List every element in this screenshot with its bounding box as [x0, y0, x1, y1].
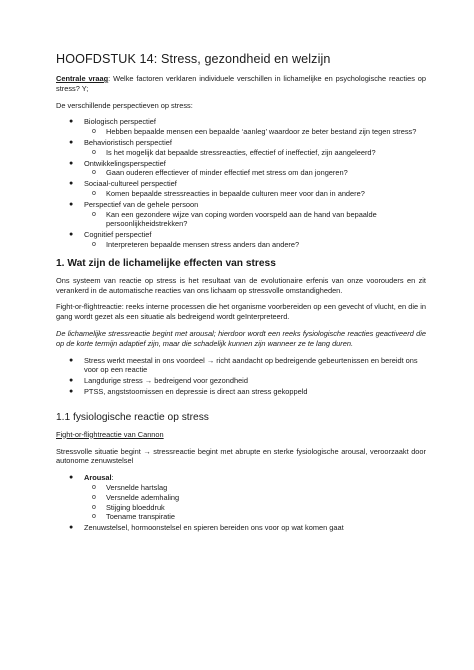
circle-bullet-icon: o — [92, 483, 96, 491]
circle-bullet-icon: o — [92, 210, 96, 218]
list-item — [56, 159, 426, 169]
paragraph: Ons systeem van reactie op stress is het resultaat van de evolutionaire erfenis van onze voorouders en zit verankerd in de automatische reacties van ons lichaam op stressvolle omstandigheden. — [56, 275, 426, 295]
list-item — [56, 503, 426, 513]
underlined-subheading: Fight-or-flightreactie van Cannon — [56, 429, 164, 439]
perspective-label: Perspectief van de gehele persoon — [84, 199, 199, 209]
arousal-item: Versnelde hartslag — [106, 482, 168, 492]
perspective-question: Hebben bepaalde mensen een bepaalde ‘aanleg’ waardoor ze beter bestand zijn tegen stress? — [106, 127, 417, 137]
section-heading: 1. Wat zijn de lichamelijke effecten van stress — [56, 257, 276, 269]
perspective-label: Behavioristisch perspectief — [84, 137, 172, 147]
list-item — [56, 376, 426, 386]
paragraph: Fight-or-flightreactie: reeks interne processen die het organisme voorbereiden op een gevecht of vlucht, en die in gang wordt gezet als een situatie als bedreigend wordt geïnterpreteerd. — [56, 302, 426, 322]
list-item — [56, 493, 426, 503]
list-item — [56, 240, 426, 250]
list-item — [56, 200, 426, 210]
list-item — [56, 117, 426, 127]
perspective-question: Interpreteren bepaalde mensen stress anders dan andere? — [106, 239, 300, 249]
list-item — [56, 473, 426, 483]
list-item — [56, 179, 426, 189]
perspective-question: Is het mogelijk dat bepaalde stressreacties, effectief of ineffectief, zijn aangeleerd? — [106, 147, 376, 157]
list-item — [56, 387, 426, 397]
central-question-text: : Welke factoren verklaren individuele verschillen in lichamelijke en psychologische reacties op stress? Y; — [56, 74, 426, 93]
bullet-icon: ● — [69, 200, 74, 208]
circle-bullet-icon: o — [92, 240, 96, 248]
document-page — [56, 52, 426, 539]
bullet-icon: ● — [69, 377, 74, 385]
circle-bullet-icon: o — [92, 169, 96, 177]
bullet-text: Zenuwstelsel, hormoonstelsel en spieren bereiden ons voor op wat komen gaat — [84, 523, 344, 533]
perspective-question: Kan een gezondere wijze van coping worden voorspeld aan de hand van bepaalde persoonlijkheidstrekken? — [106, 209, 377, 229]
list-item — [56, 512, 426, 522]
list-item — [56, 356, 426, 376]
circle-bullet-icon: o — [92, 128, 96, 136]
arousal-item: Stijging bloeddruk — [106, 502, 165, 512]
list-item — [56, 148, 426, 158]
bullet-icon: ● — [69, 387, 74, 395]
bullet-icon: ● — [69, 356, 74, 364]
list-item — [56, 127, 426, 137]
bullet-icon: ● — [69, 159, 74, 167]
perspective-label: Cognitief perspectief — [84, 230, 152, 240]
list-item — [56, 168, 426, 178]
paragraph: Stressvolle situatie begint → stressreactie begint met abrupte en sterke fysiologische arousal, veroorzaakt door autonome zenuwstelsel — [56, 446, 426, 466]
perspective-question: Komen bepaalde stressreacties in bepaalde culturen meer voor dan in andere? — [106, 188, 365, 198]
bullet-icon: ● — [69, 474, 74, 482]
arousal-item: Toename transpiratie — [106, 512, 176, 522]
perspective-question: Gaan ouderen effectiever of minder effectief met stress om dan jongeren? — [106, 168, 348, 178]
list-item — [56, 483, 426, 493]
central-question-label: Centrale vraag — [56, 74, 109, 83]
perspective-label: Ontwikkelingsperspectief — [84, 158, 166, 168]
list-item — [56, 189, 426, 199]
central-question — [56, 74, 426, 94]
perspective-label: Biologisch perspectief — [84, 117, 156, 127]
arousal-item: Versnelde ademhaling — [106, 492, 180, 502]
list-item — [56, 230, 426, 240]
list-item — [56, 523, 426, 533]
circle-bullet-icon: o — [92, 503, 96, 511]
stress-bullets — [56, 356, 426, 397]
arousal-colon: : — [111, 473, 114, 483]
perspectives-list — [56, 117, 426, 249]
circle-bullet-icon: o — [92, 189, 96, 197]
perspective-label: Sociaal-cultureel perspectief — [84, 179, 177, 189]
chapter-title: HOOFDSTUK 14: Stress, gezondheid en welzijn — [56, 52, 331, 66]
circle-bullet-icon: o — [92, 493, 96, 501]
bullet-text: Langdurige stress → bedreigend voor gezondheid — [84, 376, 248, 386]
bullet-icon: ● — [69, 180, 74, 188]
arousal-list — [56, 473, 426, 533]
bullet-text: PTSS, angststoornissen en depressie is direct aan stress gekoppeld — [84, 386, 308, 396]
subsection-heading: 1.1 fysiologische reactie op stress — [56, 411, 209, 423]
bullet-icon: ● — [69, 231, 74, 239]
bullet-icon: ● — [69, 524, 74, 532]
bullet-text: Stress werkt meestal in ons voordeel → richt aandacht op bedreigende gebeurtenissen en bereidt ons voor op een reactie — [84, 355, 418, 375]
perspectives-intro: De verschillende perspectieven op stress: — [56, 100, 193, 110]
bullet-icon: ● — [69, 118, 74, 126]
circle-bullet-icon: o — [92, 148, 96, 156]
list-item — [56, 138, 426, 148]
arousal-label: Arousal — [84, 473, 112, 483]
italic-paragraph: De lichamelijke stressreactie begint met arousal; hierdoor wordt een reeks fysiologische reacties geactiveerd die op de korte termijn adaptief zijn, maar die schadelijk kunnen zijn wanneer ze te lang duren. — [56, 328, 426, 348]
bullet-icon: ● — [69, 138, 74, 146]
circle-bullet-icon: o — [92, 513, 96, 521]
list-item — [56, 210, 426, 230]
